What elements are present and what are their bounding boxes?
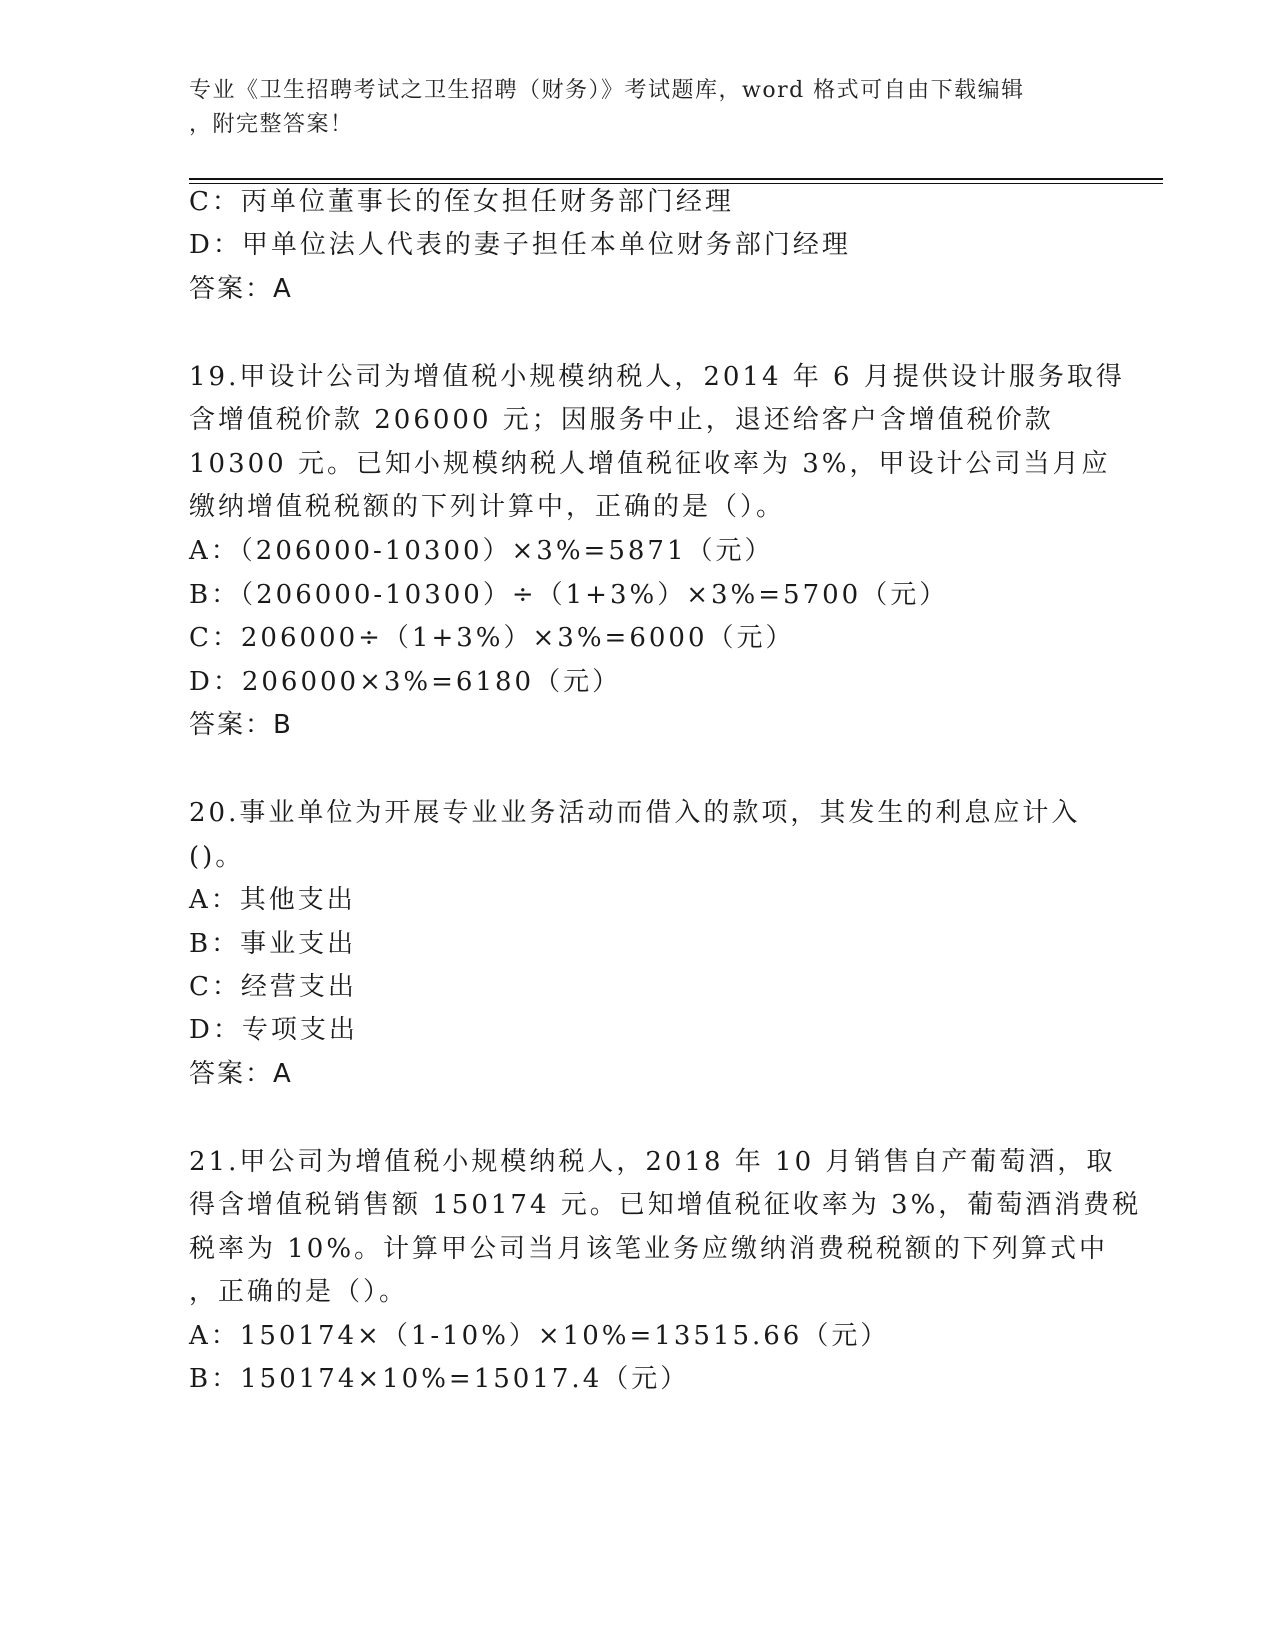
q21-stem-line-1: 21.甲公司为增值税小规模纳税人，2018 年 10 月销售自产葡萄酒，取 [189,1147,1116,1177]
header-line-1: 专业《卫生招聘考试之卫生招聘（财务）》考试题库，word 格式可自由下载编辑 [189,78,1025,103]
q19-stem-line-2: 含增值税价款 206000 元；因服务中止，退还给客户含增值税价款 [189,405,1054,435]
q21-stem-line-3: 税率为 10%。计算甲公司当月该笔业务应缴纳消费税税额的下列算式中 [189,1234,1109,1264]
q20-option-a: A：其他支出 [189,885,356,915]
header-rule-thin [189,183,1163,184]
q21-option-b: B：150174×10%=15017.4（元） [189,1364,690,1394]
q18-option-c: C：丙单位董事长的侄女担任财务部门经理 [189,187,734,217]
q18-option-d: D：甲单位法人代表的妻子担任本单位财务部门经理 [189,230,851,260]
q19-stem-line-3: 10300 元。已知小规模纳税人增值税征收率为 3%，甲设计公司当月应 [189,449,1111,479]
q20-option-c: C：经营支出 [189,972,357,1002]
q21-stem-line-2: 得含增值税销售额 150174 元。已知增值税征收率为 3%，葡萄酒消费税 [189,1190,1142,1220]
q19-answer: 答案：B [189,710,293,740]
q19-stem-line-1: 19.甲设计公司为增值税小规模纳税人，2014 年 6 月提供设计服务取得 [189,362,1125,392]
q20-stem-line-2: ()。 [189,842,245,872]
q19-stem-line-4: 缴纳增值税税额的下列计算中，正确的是（）。 [189,492,786,522]
q21-stem-line-4: ，正确的是（）。 [189,1277,409,1307]
q19-option-c: C：206000÷（1+3%）×3%=6000（元） [189,623,795,653]
q21-option-a: A：150174×（1-10%）×10%=13515.66（元） [189,1321,890,1351]
q19-option-d: D：206000×3%=6180（元） [189,667,622,697]
header-line-2: ，附完整答案！ [189,112,354,137]
q20-option-d: D：专项支出 [189,1015,358,1045]
header-rule-thick [189,178,1163,180]
q19-option-a: A：（206000-10300）×3%=5871（元） [189,536,774,566]
q19-option-b: B：（206000-10300）÷（1+3%）×3%=5700（元） [189,580,949,610]
page-header [189,74,1089,142]
q20-option-b: B：事业支出 [189,929,357,959]
q20-answer: 答案：A [189,1059,293,1089]
q20-stem-line-1: 20.事业单位为开展专业业务活动而借入的款项，其发生的利息应计入 [189,798,1081,828]
q18-answer: 答案：A [189,274,293,304]
